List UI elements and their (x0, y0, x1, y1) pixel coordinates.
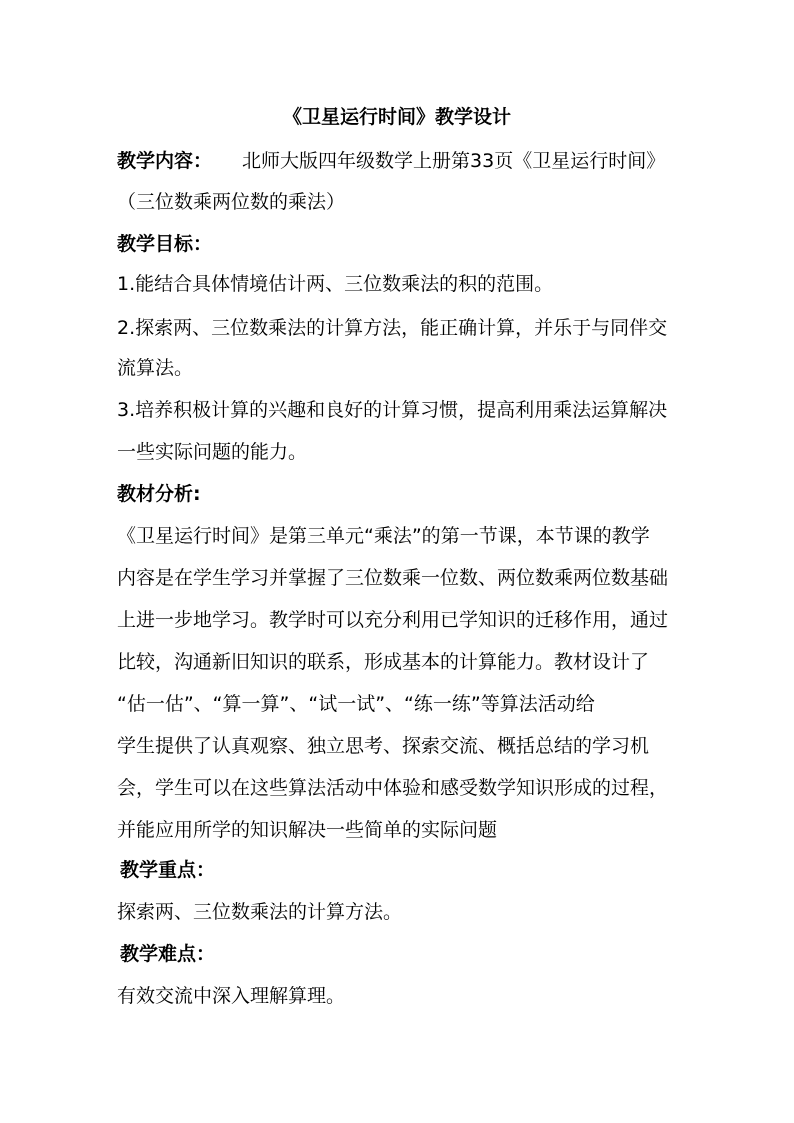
analysis-line: 并能应用所学的知识解决一些简单的实际问题 (117, 819, 498, 841)
content-row (117, 149, 677, 173)
analysis-line: “估一估”、“算一算”、“试一试”、“练一练”等算法活动给 (117, 693, 595, 715)
goal-item: 3.培养积极计算的兴趣和良好的计算习惯，提高利用乘法运算解决 (117, 399, 668, 421)
analysis-line: 内容是在学生学习并掌握了三位数乘一位数、两位数乘两位数基础 (117, 567, 669, 589)
analysis-line: 会，学生可以在这些算法活动中体验和感受数学知识形成的过程， (117, 777, 669, 799)
analysis-line: 比较，沟通新旧知识的联系，形成基本的计算能力。教材设计了 (117, 651, 650, 673)
analysis-line: 《卫星运行时间》是第三单元“乘法”的第一节课，本节课的教学 (117, 525, 650, 547)
key-point-heading: 教学重点： (120, 859, 216, 881)
goal-item: 一些实际问题的能力。 (117, 441, 308, 463)
goal-item: 1.能结合具体情境估计两、三位数乘法的积的范围。 (117, 273, 554, 295)
goal-item: 2.探索两、三位数乘法的计算方法，能正确计算，并乐于与同伴交 (117, 317, 668, 339)
document-title: 《卫星运行时间》教学设计 (282, 106, 511, 128)
goal-item: 流算法。 (117, 357, 194, 379)
goals-heading: 教学目标： (117, 233, 213, 255)
content-note: （三位数乘两位数的乘法） (117, 191, 346, 213)
difficulty-text: 有效交流中深入理解算理。 (117, 985, 346, 1007)
content-label: 教学内容： (117, 150, 213, 172)
analysis-line: 上进一步地学习。教学时可以充分利用已学知识的迁移作用，通过 (117, 609, 669, 631)
analysis-heading: 教材分析: (117, 483, 201, 505)
content-text: 北师大版四年级数学上册第33页《卫星运行时间》 (242, 150, 666, 172)
difficulty-heading: 教学难点： (120, 943, 216, 965)
key-point-text: 探索两、三位数乘法的计算方法。 (117, 901, 403, 923)
analysis-line: 学生提供了认真观察、独立思考、探索交流、概括总结的学习机 (117, 735, 650, 757)
